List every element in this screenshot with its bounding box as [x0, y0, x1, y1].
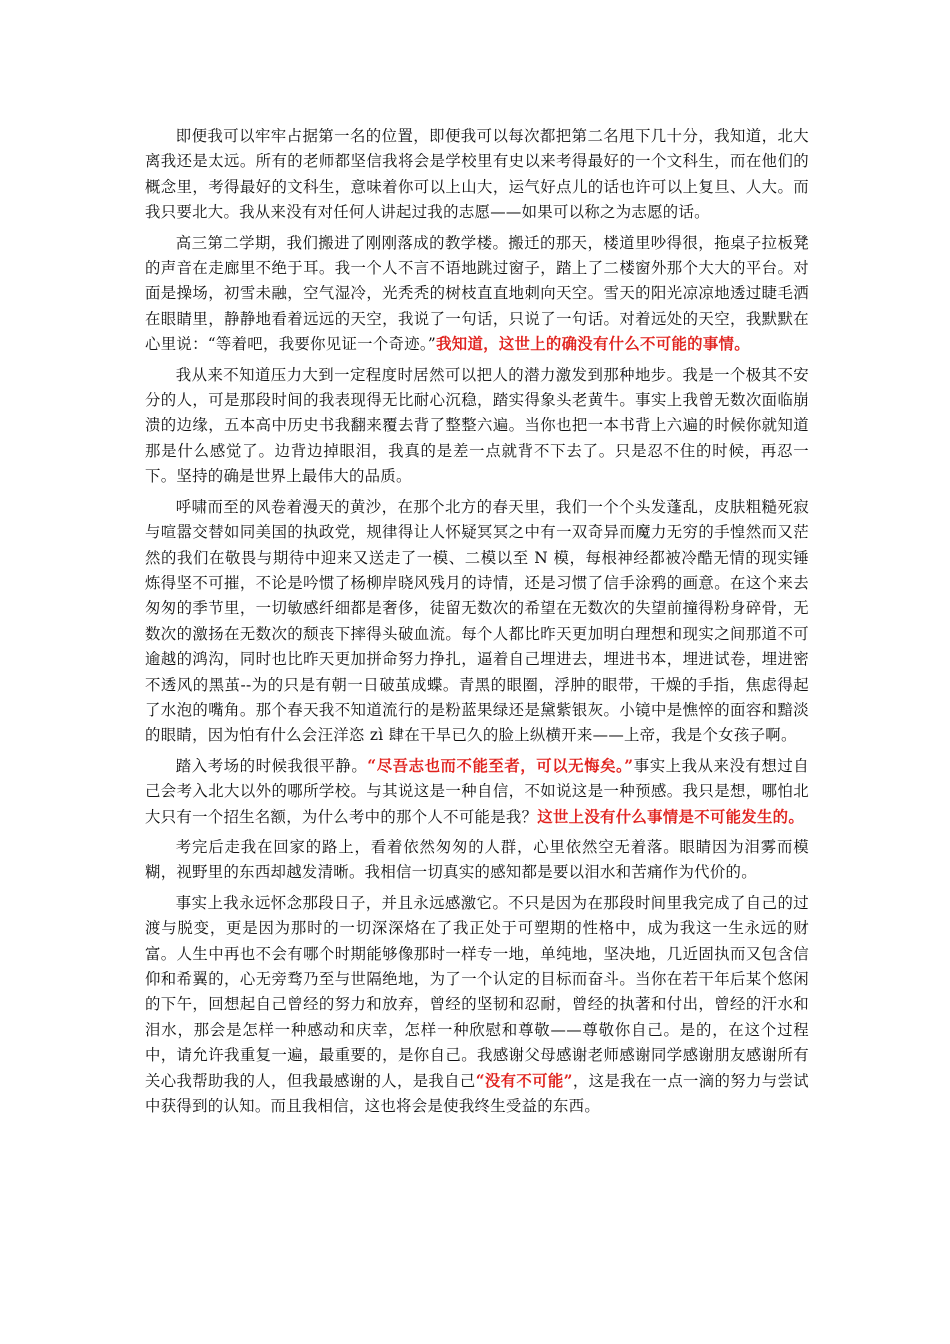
highlighted-quote: 我知道，这世上的确没有什么不可能的事情。 [436, 335, 750, 354]
highlighted-quote: “尽吾志也而不能至者，可以无悔矣。” [367, 756, 634, 775]
paragraph-text: ，这是我在一点一滴的努力与尝试中获得到的认知。而且我相信，这也将会是使我终生受益的东西。 [145, 1071, 809, 1116]
paragraph-text: 事实上我从来没有想过自己会考入北大以外的哪所学校。与其说这是一种自信，不如说这是一种预感。我只是想，哪怕北大只有一个招生名额，为什么考中的那个人不可能是我？ [145, 756, 809, 826]
highlighted-quote: “没有不可能” [475, 1071, 573, 1090]
paragraph-6 [145, 835, 809, 886]
paragraph-3 [145, 363, 809, 490]
paragraph-4 [145, 495, 809, 749]
paragraph-text: 我从来不知道压力大到一定程度时居然可以把人的潜力激发到那种地步。我是一个极其不安分的人，可是那段时间的我表现得无比耐心沉稳，踏实得象头老黄牛。事实上我曾无数次面临崩溃的边缘，五本高中历史书我翻来覆去背了整整六遍。当你也把一本书背上六遍的时候你就知道那是什么感觉了。边背边掉眼泪，我真的是差一点就背不下去了。只是忍不住的时候，再忍一下。坚持的确是世界上最伟大的品质。 [145, 365, 809, 486]
paragraph-text: 事实上我永远怀念那段日子，并且永远感激它。不只是因为在那段时间里我完成了自己的过渡与脱变，更是因为那时的一切深深烙在了我正处于可塑期的性格中，成为我这一生永远的财富。人生中再也不会有哪个时期能够像那时一样专一地，单纯地，坚决地，几近固执而又包含信仰和希翼的，心无旁骛乃至与世隔绝地，为了一个认定的目标而奋斗。当你在若干年后某个悠闲的下午，回想起自己曾经的努力和放弃，曾经的坚韧和忍耐，曾经的执著和付出，曾经的汗水和泪水，那会是怎样一种感动和庆幸，怎样一种欣慰和尊敬——尊敬你自己。是的，在这个过程中，请允许我重复一遍，最重要的，是你自己。我感谢父母感谢老师感谢同学感谢朋友感谢所有关心我帮助我的人，但我最感谢的人，是我自己 [145, 893, 809, 1090]
paragraph-text: 考完后走我在回家的路上，看着依然匆匆的人群，心里依然空无着落。眼睛因为泪雾而模糊，视野里的东西却越发清晰。我相信一切真实的感知都是要以泪水和苦痛作为代价的。 [145, 837, 809, 882]
paragraph-1 [145, 124, 809, 226]
paragraph-text: 高三第二学期，我们搬进了刚刚落成的教学楼。搬迁的那天，楼道里吵得很，拖桌子拉板凳的声音在走廊里不绝于耳。我一个人不言不语地跳过窗子，踏上了二楼窗外那个大大的平台。对面是操场，初雪未融，空气湿冷，光秃秃的树枝直直地刺向天空。雪天的阳光凉凉地透过睫毛洒在眼睛里，静静地看着远远的天空，我说了一句话，只说了一句话。对着远处的天空，我默默在心里说：“等着吧，我要你见证一个奇迹。” [145, 233, 809, 354]
paragraph-2 [145, 231, 809, 358]
paragraph-5 [145, 754, 809, 830]
paragraph-7 [145, 891, 809, 1120]
paragraph-text: 呼啸而至的风卷着漫天的黄沙，在那个北方的春天里，我们一个个头发蓬乱，皮肤粗糙死寂与喧嚣交替如同美国的执政党，规律得让人怀疑冥冥之中有一双奇异而魔力无穷的手惶然而又茫然的我们在敬畏与期待中迎来又送走了一模、二模以至 N 模，每根神经都被冷酷无情的现实锤炼得坚不可摧，不论是吟惯了杨柳岸晓风残月的诗情，还是习惯了信手涂鸦的画意。在这个来去匆匆的季节里，一切敏感纤细都是奢侈，徒留无数次的希望在无数次的失望前撞得粉身碎骨，无数次的激扬在无数次的颓丧下摔得头破血流。每个人都比昨天更加明白理想和现实之间那道不可逾越的鸿沟，同时也比昨天更加拼命努力挣扎，逼着自己埋进去，埋进书本，埋进试卷，埋进密不透风的黑茧--为的只是有朝一日破茧成蝶。青黑的眼圈，浮肿的眼带，干燥的手指，焦虑得起了水泡的嘴角。那个春天我不知道流行的是粉蓝果绿还是黛紫银灰。小镜中是憔悴的面容和黯淡的眼睛，因为怕有什么会汪洋恣 zì 肆在干旱已久的脸上纵横开来——上帝，我是个女孩子啊。 [145, 497, 809, 745]
highlighted-quote: 这世上没有什么事情是不可能发生的。 [537, 807, 805, 826]
document-body [145, 124, 809, 1124]
paragraph-text: 踏入考场的时候我很平静。 [175, 756, 368, 775]
paragraph-text: 即便我可以牢牢占据第一名的位置，即便我可以每次都把第二名甩下几十分，我知道，北大离我还是太远。所有的老师都坚信我将会是学校里有史以来考得最好的一个文科生，而在他们的概念里，考得最好的文科生，意味着你可以上山大，运气好点儿的话也许可以上复旦、人大。而我只要北大。我从来没有对任何人讲起过我的志愿——如果可以称之为志愿的话。 [145, 127, 809, 222]
